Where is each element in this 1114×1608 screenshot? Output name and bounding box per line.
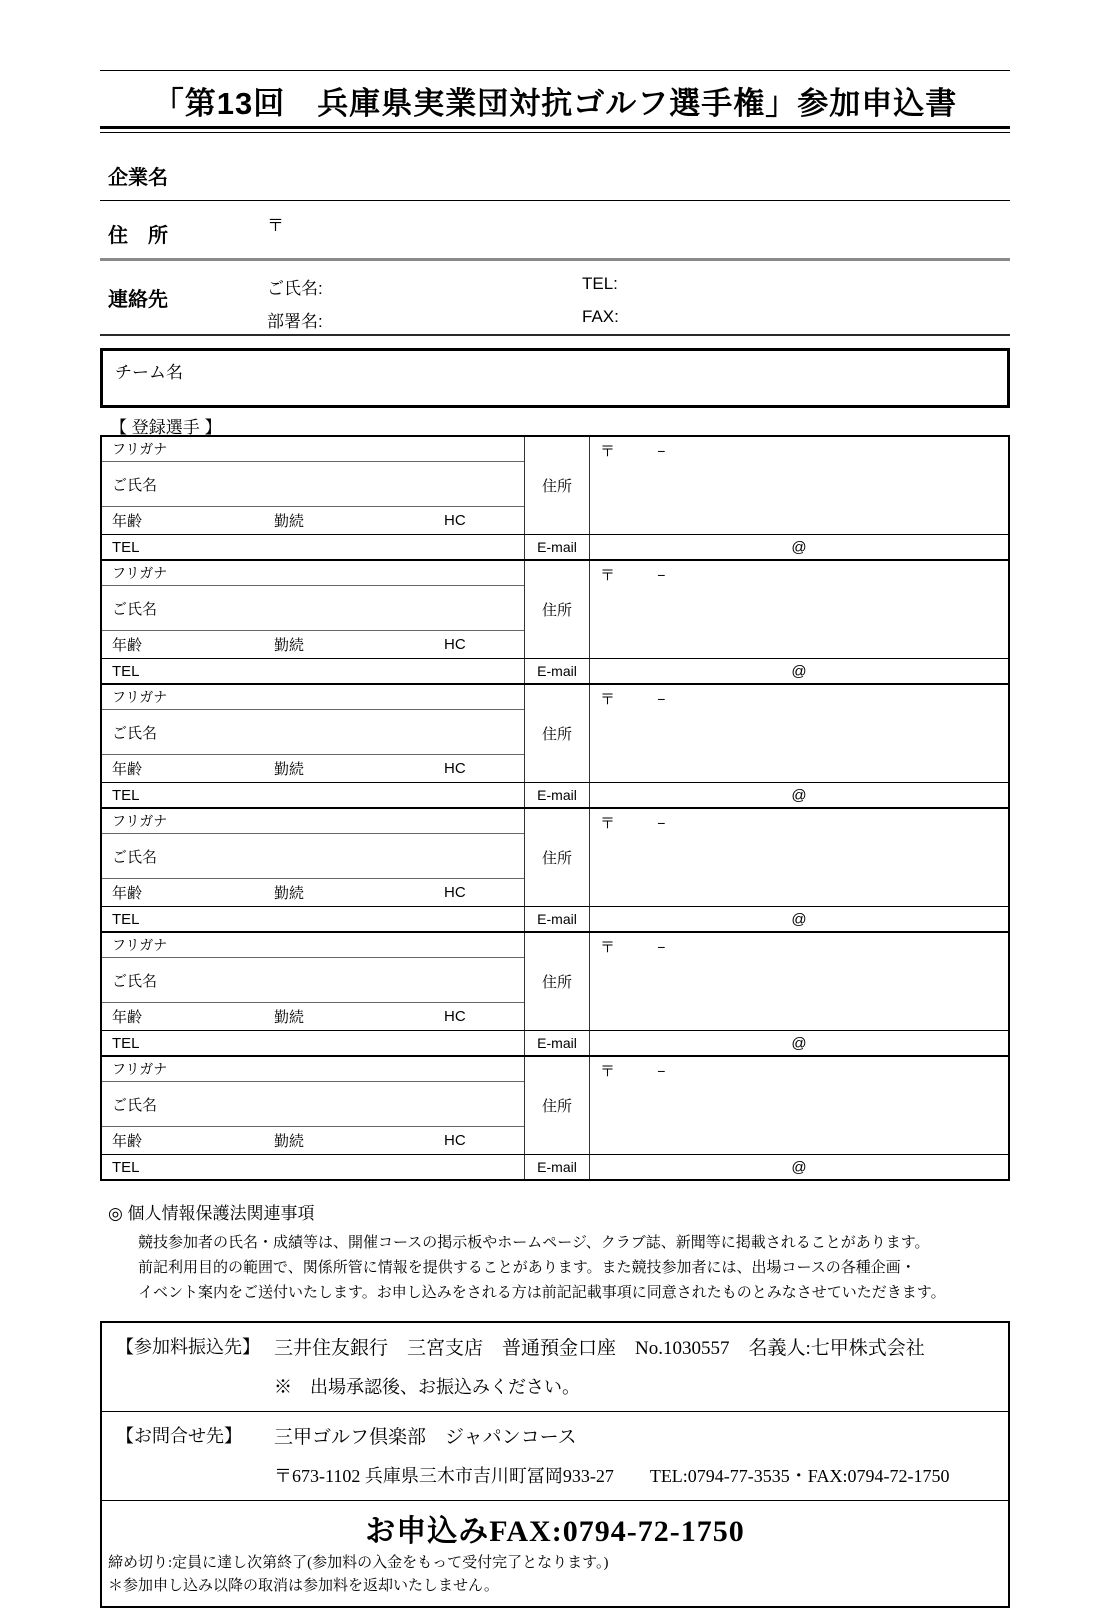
age-service-hc-row	[102, 1127, 524, 1154]
application-fax-number: お申込みFAX:0794-72-1750	[365, 1515, 745, 1548]
age-label: 年齢	[112, 885, 143, 902]
hc-label: HC	[444, 884, 466, 901]
email-label: E-mail	[524, 906, 590, 931]
address-label: 住所	[524, 809, 590, 906]
players-table	[100, 435, 1010, 1181]
name-label: ご氏名	[102, 1082, 524, 1127]
age-service-hc-row	[102, 631, 524, 658]
service-label: 勤続	[274, 513, 305, 530]
email-at-sign: @	[590, 1030, 1008, 1055]
footer-info-box	[100, 1321, 1010, 1608]
company-name-label: 企業名	[108, 167, 168, 189]
player-entry	[102, 809, 1008, 933]
email-at-sign: @	[590, 782, 1008, 807]
postal-mark-icon: 〒	[600, 1063, 616, 1080]
privacy-section	[100, 1199, 1010, 1305]
player-entry	[102, 685, 1008, 809]
age-label: 年齢	[112, 513, 143, 530]
service-label: 勤続	[274, 1009, 305, 1026]
tel-label: TEL	[102, 906, 524, 931]
tel-label: TEL	[102, 534, 524, 559]
service-label: 勤続	[274, 761, 305, 778]
age-service-hc-row	[102, 879, 524, 906]
contact-tel-label: TEL:	[582, 274, 618, 293]
postal-dash: −	[657, 443, 666, 459]
address-value-cell	[590, 561, 1008, 658]
postal-mark-icon: 〒	[600, 939, 616, 956]
name-label: ご氏名	[102, 958, 524, 1003]
age-service-hc-row	[102, 1003, 524, 1030]
name-label: ご氏名	[102, 710, 524, 755]
players-section-heading: 【 登録選手 】	[110, 418, 222, 437]
privacy-line: 競技参加者の氏名・成績等は、開催コースの掲示板やホームページ、クラブ誌、新聞等に掲載されることがあります。	[138, 1234, 930, 1251]
payment-label: 【参加料振込先】	[116, 1337, 260, 1357]
email-label: E-mail	[524, 1030, 590, 1055]
age-service-hc-row	[102, 507, 524, 534]
hc-label: HC	[444, 1008, 466, 1025]
hc-label: HC	[444, 512, 466, 529]
contact-fax-label: FAX:	[582, 307, 619, 326]
postal-mark-icon: 〒	[600, 691, 616, 708]
company-name-row	[100, 161, 1010, 201]
company-address-label: 住 所	[108, 225, 168, 247]
tel-label: TEL	[102, 782, 524, 807]
tel-label: TEL	[102, 658, 524, 683]
payment-note: ※ 出場承認後、お振込みください。	[274, 1377, 580, 1397]
payment-bank-info: 三井住友銀行 三宮支店 普通預金口座 No.1030557 名義人:七甲株式会社	[274, 1338, 925, 1359]
email-label: E-mail	[524, 534, 590, 559]
postal-mark-icon: 〒	[600, 443, 616, 460]
header-double-rule	[100, 126, 1010, 133]
player-entry	[102, 933, 1008, 1057]
service-label: 勤続	[274, 885, 305, 902]
tel-label: TEL	[102, 1154, 524, 1179]
contact-name-label: ご氏名:	[267, 279, 323, 298]
address-label: 住所	[524, 561, 590, 658]
email-label: E-mail	[524, 658, 590, 683]
player-entry	[102, 437, 1008, 561]
furigana-label: フリガナ	[102, 933, 524, 958]
address-label: 住所	[524, 685, 590, 782]
team-name-label: チーム名	[115, 363, 183, 382]
player-entry	[102, 1057, 1008, 1179]
furigana-label: フリガナ	[102, 1057, 524, 1082]
address-label: 住所	[524, 437, 590, 534]
inquiry-label: 【お問合せ先】	[116, 1426, 242, 1446]
age-label: 年齢	[112, 637, 143, 654]
team-name-box	[100, 348, 1010, 408]
name-label: ご氏名	[102, 586, 524, 631]
email-label: E-mail	[524, 782, 590, 807]
service-label: 勤続	[274, 637, 305, 654]
inquiry-address: 〒673-1102 兵庫県三木市吉川町冨岡933-27 TEL:0794-77-3535・FAX:0794-72-1750	[274, 1466, 950, 1486]
address-label: 住所	[524, 1057, 590, 1154]
privacy-line: 前記利用目的の範囲で、関係所管に情報を提供することがあります。また競技参加者には、出場コースの各種企画・	[138, 1259, 916, 1276]
postal-mark-icon: 〒	[267, 216, 284, 235]
privacy-line: イベント案内をご送付いたします。お申し込みをされる方は前記記載事項に同意されたものとみなさせていただきます。	[138, 1284, 946, 1301]
email-label: E-mail	[524, 1154, 590, 1179]
page-title: 「第13回 兵庫県実業団対抗ゴルフ選手権」参加申込書	[152, 86, 958, 121]
inquiry-row	[102, 1412, 1008, 1501]
age-label: 年齢	[112, 1009, 143, 1026]
address-value-cell	[590, 685, 1008, 782]
postal-dash: −	[657, 815, 666, 831]
name-label: ご氏名	[102, 834, 524, 879]
age-service-hc-row	[102, 755, 524, 782]
postal-dash: −	[657, 567, 666, 583]
age-label: 年齢	[112, 1133, 143, 1150]
company-contact-label: 連絡先	[108, 289, 168, 311]
age-label: 年齢	[112, 761, 143, 778]
postal-dash: −	[657, 1063, 666, 1079]
inquiry-course-name: 三甲ゴルフ倶楽部 ジャパンコース	[274, 1427, 577, 1448]
furigana-label: フリガナ	[102, 809, 524, 834]
address-value-cell	[590, 933, 1008, 1030]
postal-dash: −	[657, 691, 666, 707]
postal-mark-icon: 〒	[600, 815, 616, 832]
address-value-cell	[590, 1057, 1008, 1154]
address-label: 住所	[524, 933, 590, 1030]
contact-dept-label: 部署名:	[267, 312, 323, 331]
email-at-sign: @	[590, 1154, 1008, 1179]
company-contact-row	[100, 261, 1010, 336]
tel-label: TEL	[102, 1030, 524, 1055]
postal-dash: −	[657, 939, 666, 955]
postal-mark-icon: 〒	[600, 567, 616, 584]
service-label: 勤続	[274, 1133, 305, 1150]
payment-row	[102, 1323, 1008, 1412]
player-entry	[102, 561, 1008, 685]
company-address-row	[100, 201, 1010, 261]
address-value-cell	[590, 437, 1008, 534]
deadline-note: 締め切り:定員に達し次第終了(参加料の入金をもって受付完了となります。)	[108, 1555, 609, 1571]
name-label: ご氏名	[102, 462, 524, 507]
address-value-cell	[590, 809, 1008, 906]
furigana-label: フリガナ	[102, 561, 524, 586]
hc-label: HC	[444, 760, 466, 777]
email-at-sign: @	[590, 906, 1008, 931]
hc-label: HC	[444, 636, 466, 653]
email-at-sign: @	[590, 534, 1008, 559]
furigana-label: フリガナ	[102, 685, 524, 710]
furigana-label: フリガナ	[102, 437, 524, 462]
privacy-heading: ◎ 個人情報保護法関連事項	[108, 1204, 315, 1223]
cancellation-note: ＊参加申し込み以降の取消は参加料を返却いたしません。	[108, 1578, 499, 1594]
email-at-sign: @	[590, 658, 1008, 683]
hc-label: HC	[444, 1132, 466, 1149]
